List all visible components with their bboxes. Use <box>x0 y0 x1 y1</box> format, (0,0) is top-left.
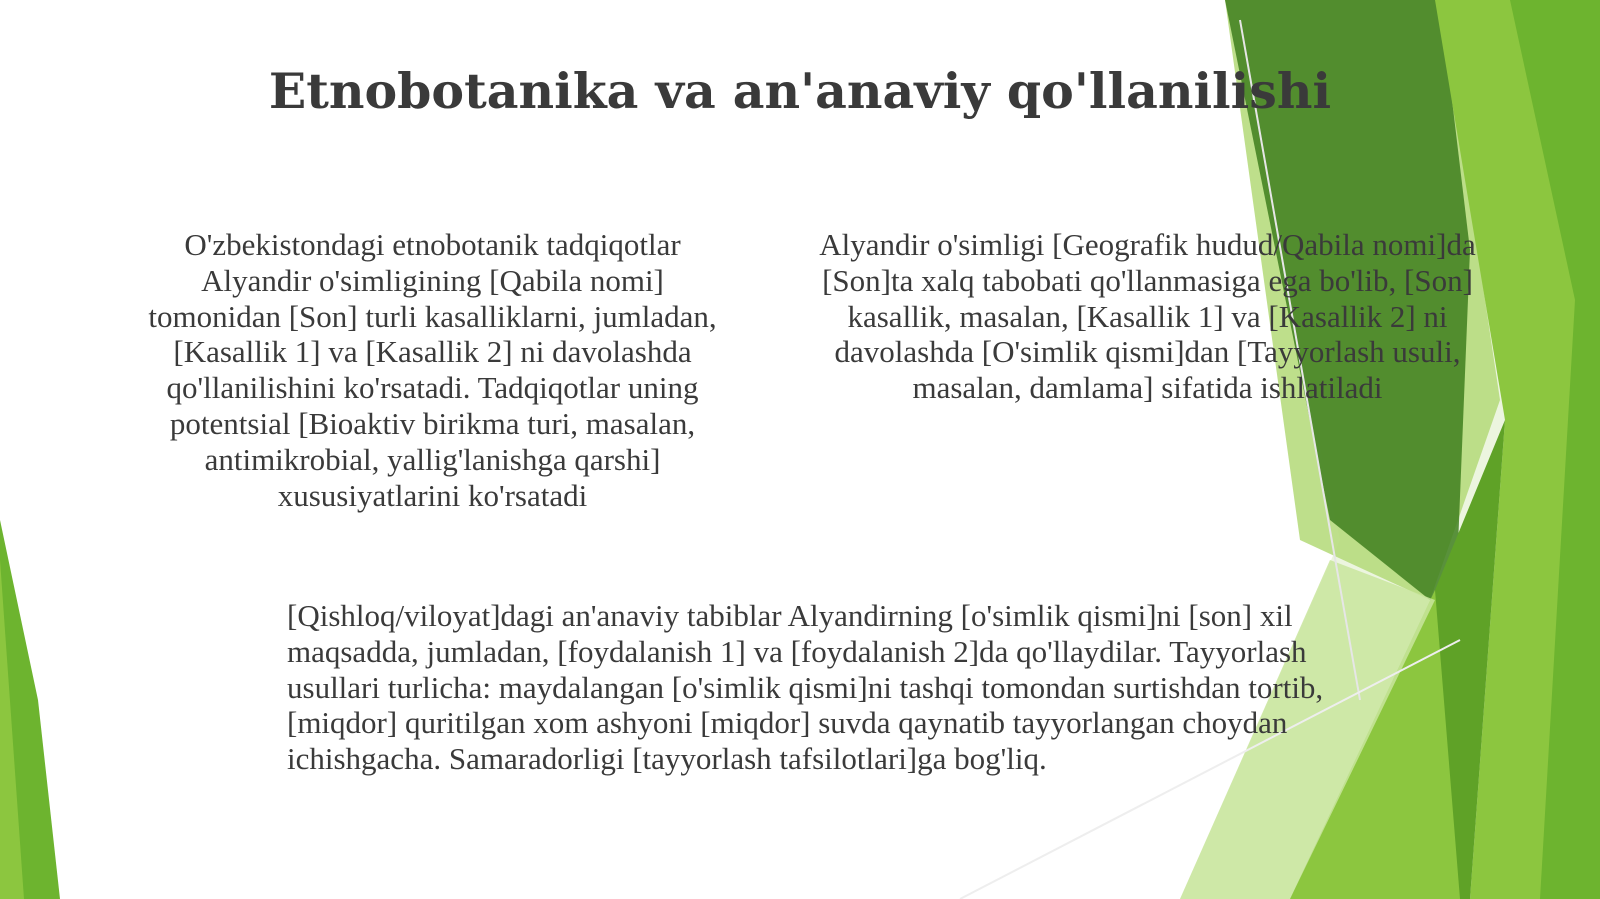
slide-title: Etnobotanika va an'anaviy qo'llanilishi <box>268 62 1332 120</box>
bottom-paragraph-text: [Qishloq/viloyat]dagi an'anaviy tabiblar Alyandirning [o'simlik qismi]ni [son] xil maqsadda, jumladan, [foydalanish 1] va [foydalanish 2]da qo'llaydilar. Tayyorlash usullari turlicha: maydalangan [o'simlik qismi]ni tashqi tomondan surtishdan tortib, [miqdor] quritilgan xom ashyoni [miqdor] suvda qaynatib tayyorlangan choydan ichishgacha. Samaradorligi [tayyorlash tafsilotlari]ga bog'liq. <box>287 598 1324 777</box>
right-column-text: Alyandir o'simligi [Geografik hudud/Qabila nomi]da [Son]ta xalq tabobati qo'llanmasiga ega bo'lib, [Son] kasallik, masalan, [Kasallik 1] va [Kasallik 2] ni davolashda [O'simlik qismi]dan [Tayyorlash usuli, masalan, damlama] sifatida ishlatiladi <box>819 227 1476 406</box>
left-column-text: O'zbekistondagi etnobotanik tadqiqotlar Alyandir o'simligining [Qabila nomi] tomonidan [Son] turli kasalliklarni, jumladan, [Kasallik 1] va [Kasallik 2] ni davolashda qo'llanilishini ko'rsatadi. Tadqiqotlar uning potentsial [Bioaktiv birikma turi, masalan, antimikrobial, yallig'lanishga qarshi] xususiyatlarini ko'rsatadi <box>148 227 717 513</box>
